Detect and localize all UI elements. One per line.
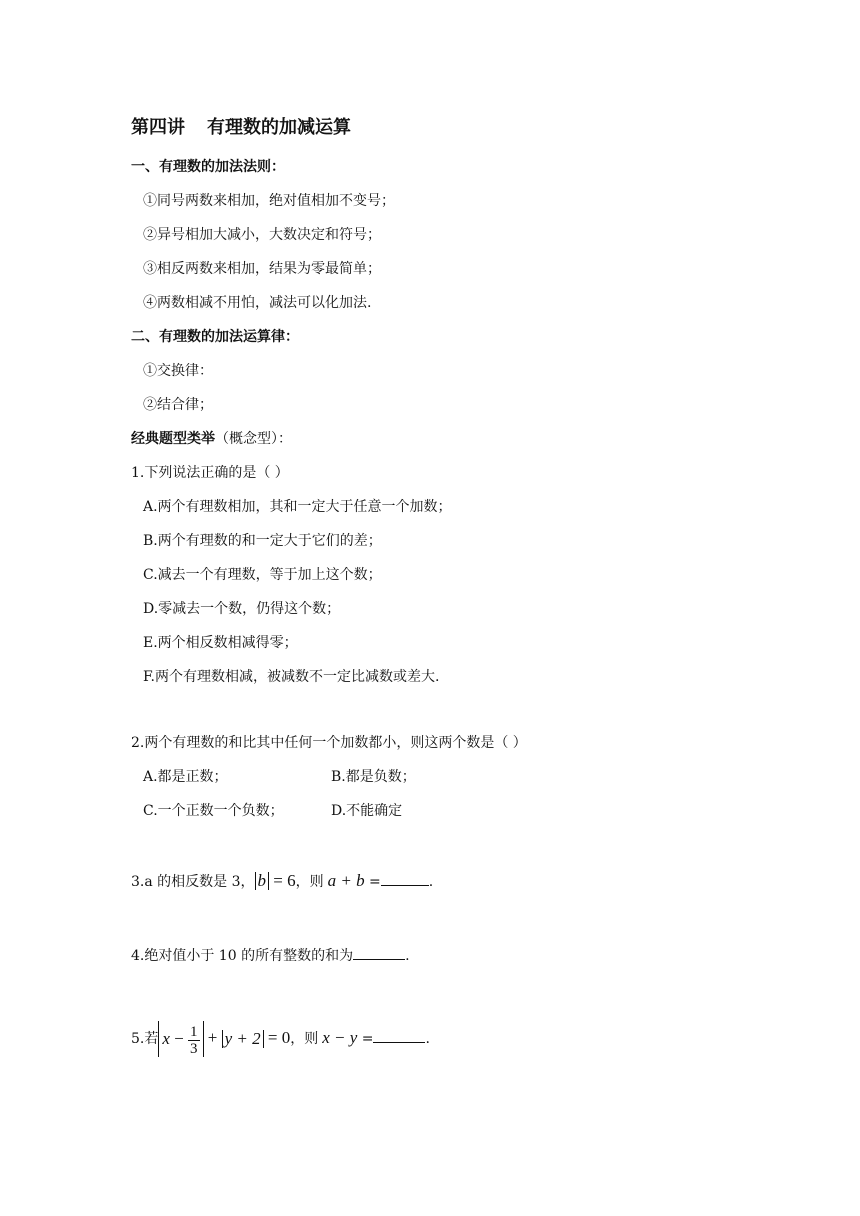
- question-3-equals: =: [364, 874, 381, 890]
- rule-2: ②异号相加大减小，大数决定和符号；: [143, 227, 381, 243]
- question-2-option-b: B.都是负数；: [331, 769, 416, 785]
- expr-a-plus-b: a + b: [327, 871, 365, 890]
- page-title: [131, 116, 351, 140]
- examples-heading: [131, 429, 292, 449]
- question-1-option-e: E.两个相反数相减得零；: [143, 635, 298, 651]
- question-4-end: .: [405, 948, 410, 964]
- expr-x-minus-y: x − y: [322, 1028, 358, 1047]
- var-x: x: [162, 1029, 170, 1048]
- abs-b-equals-6: = 6: [269, 871, 296, 890]
- question-5-end: .: [425, 1031, 430, 1047]
- question-4-text: 4.绝对值小于 10 的所有整数的和为: [131, 948, 354, 964]
- abs-x-minus-third: [158, 1021, 203, 1057]
- question-3-prefix: 3.a 的相反数是 3，: [131, 874, 255, 890]
- section1-heading: 一、有理数的加法法则：: [131, 159, 285, 175]
- question-1-option-d: D.零减去一个数，仍得这个数；: [143, 601, 341, 617]
- rule-3: ③相反两数来相加，结果为零最简单；: [143, 261, 381, 277]
- question-1-stem: 1.下列说法正确的是（ ）: [131, 465, 289, 481]
- examples-heading-rest: （概念型）：: [215, 431, 292, 447]
- fraction-one-third: [188, 1024, 200, 1057]
- question-2-option-d: D.不能确定: [331, 803, 403, 819]
- plus-sign: +: [203, 1028, 222, 1047]
- question-3-then: ，则: [295, 874, 324, 890]
- question-1-option-c: C.减去一个有理数，等于加上这个数；: [143, 567, 382, 583]
- question-4: [131, 945, 410, 966]
- question-1-option-f: F.两个有理数相减，被减数不一定比减数或差大.: [143, 669, 440, 685]
- fraction-denominator: 3: [190, 1040, 198, 1057]
- question-1-option-a: A.两个有理数相加，其和一定大于任意一个加数；: [143, 499, 452, 515]
- examples-heading-bold: 经典题型类举: [131, 431, 215, 447]
- question-1-option-b: B.两个有理数的和一定大于它们的差；: [143, 533, 382, 549]
- section2-heading: 二、有理数的加法运算律：: [131, 329, 299, 345]
- question-2-option-c: C.一个正数一个负数；: [143, 803, 284, 819]
- question-3-end: .: [428, 874, 434, 890]
- equals-zero: = 0: [263, 1028, 291, 1047]
- minus-sign: −: [169, 1029, 188, 1048]
- answer-blank-4[interactable]: [353, 945, 405, 960]
- title-lecture-number: 第四讲: [131, 117, 185, 138]
- question-3: [131, 870, 433, 893]
- answer-blank-5[interactable]: [373, 1028, 425, 1043]
- law-1: ①交换律：: [143, 363, 213, 379]
- abs-b: b: [255, 872, 270, 890]
- law-2: ②结合律；: [143, 397, 213, 413]
- question-5-then: ，则: [290, 1031, 319, 1047]
- rule-4: ④两数相减不用怕，减法可以化加法.: [143, 295, 372, 311]
- abs-y-plus-2: y + 2: [222, 1030, 264, 1048]
- rule-1: ①同号两数来相加，绝对值相加不变号；: [143, 193, 395, 209]
- answer-blank-3[interactable]: [381, 871, 429, 886]
- question-2-option-a: A.都是正数；: [143, 769, 228, 785]
- fraction-numerator: 1: [190, 1023, 198, 1040]
- title-topic: 有理数的加减运算: [207, 117, 351, 138]
- question-5: [131, 1018, 430, 1062]
- question-2-stem: 2.两个有理数的和比其中任何一个加数都小，则这两个数是（ ）: [131, 735, 527, 751]
- question-5-equals: =: [357, 1031, 374, 1047]
- question-5-prefix: 5.若: [131, 1031, 159, 1047]
